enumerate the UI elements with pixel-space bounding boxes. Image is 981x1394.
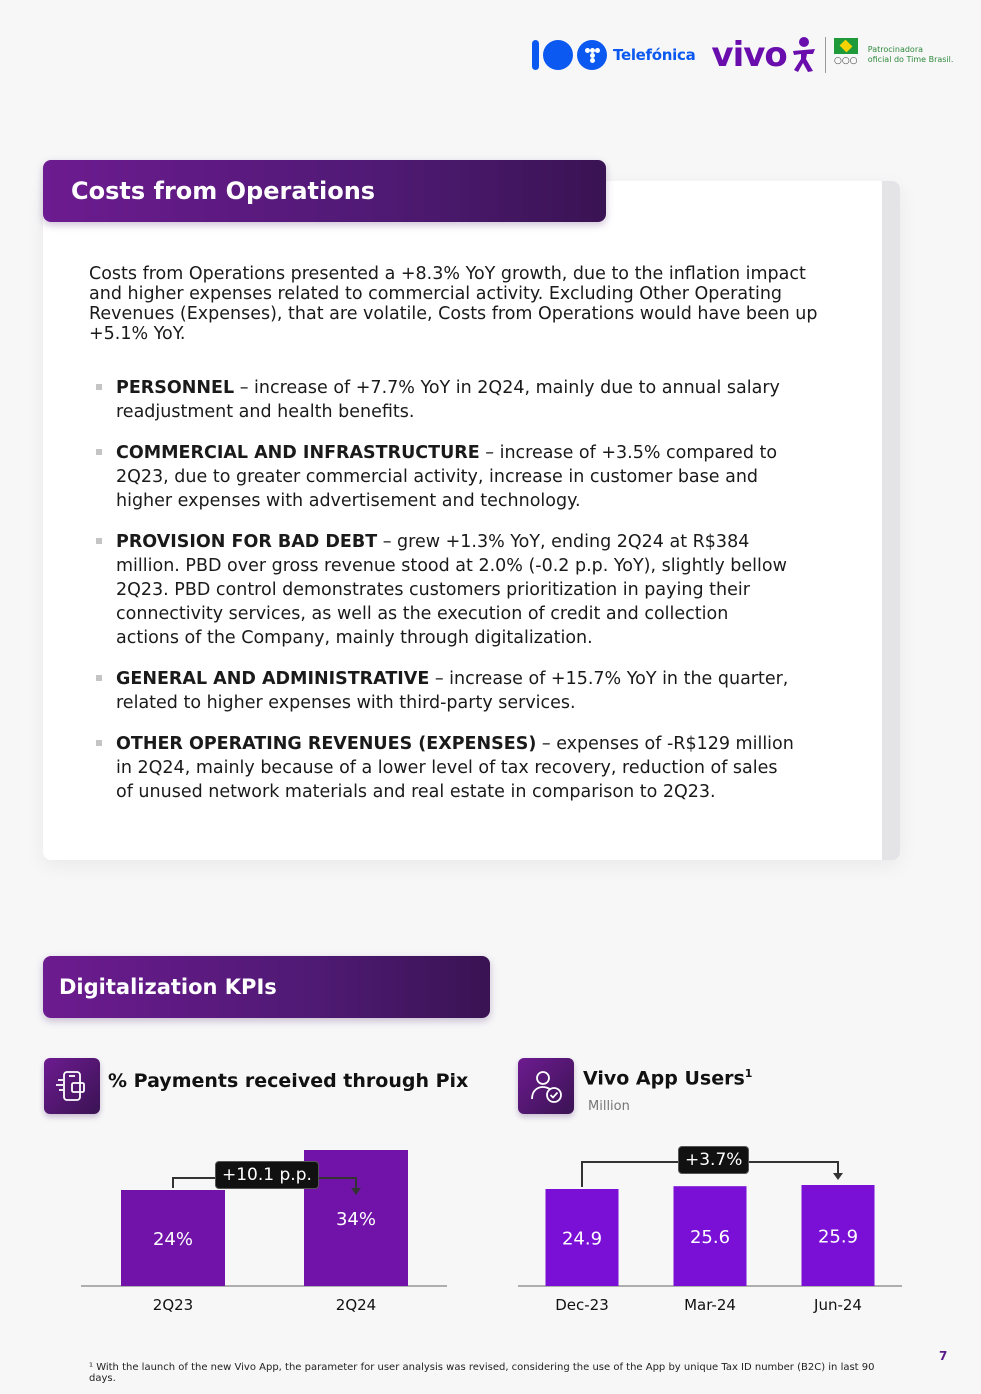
bullet-personnel: PERSONNEL – increase of +7.7% YoY in 2Q24, mainly due to annual salary readjustment and health benefits. bbox=[96, 376, 796, 424]
pix-tick-0: 2Q23 bbox=[152, 1296, 194, 1314]
pix-growth-annotation: +10.1 p.p. bbox=[215, 1161, 319, 1189]
app-growth-arrowhead bbox=[833, 1173, 843, 1180]
vivo-logo: vivo bbox=[711, 35, 787, 75]
app-tick-2: Jun-24 bbox=[814, 1296, 862, 1314]
telefonica-logo: Telefónica bbox=[613, 46, 696, 64]
pix-bar-label-0: 24% bbox=[152, 1229, 194, 1250]
sponsor-text: Patrocinadora oficial do Time Brasil. bbox=[867, 45, 954, 64]
app-bar-label-1: 25.6 bbox=[689, 1227, 731, 1249]
costs-intro: Costs from Operations presented a +8.3% YoY growth, due to the inflation impact and higher expenses related to commercial activity. Excluding Other Operating Revenues (Expenses), that are volatile, Costs from Operations would have been up +5.1% YoY. bbox=[89, 264, 818, 344]
bullet-general-administrative: GENERAL AND ADMINISTRATIVE – increase of +15.7% YoY in the quarter, related to higher expenses with third-party services. bbox=[96, 667, 796, 715]
page-number: 7 bbox=[939, 1349, 948, 1363]
pix-tick-1: 2Q24 bbox=[335, 1296, 377, 1314]
kpis-section-title: Digitalization KPIs bbox=[43, 956, 490, 1018]
app-growth-annotation: +3.7% bbox=[678, 1146, 749, 1174]
pix-chart-title: % Payments received through Pix bbox=[108, 1070, 469, 1092]
app-tick-0: Dec-23 bbox=[555, 1296, 609, 1314]
app-bar-label-0: 24.9 bbox=[561, 1228, 603, 1250]
bullet-provision-bad-debt: PROVISION FOR BAD DEBT – grew +1.3% YoY, ending 2Q24 at R$384 million. PBD over gross revenue stood at 2.0% (-0.2 p.p. YoY), slightly bellow 2Q23. PBD control demonstrates customers prioritization in paying their connectivity services, as well as the execution of credit and collection actions of the Company, mainly through digitalization. bbox=[96, 530, 796, 650]
app-chart-title: Vivo App Users$^1$ bbox=[583, 1067, 753, 1090]
app-tick-1: Mar-24 bbox=[684, 1296, 736, 1314]
pix-bar-label-1: 34% bbox=[335, 1209, 377, 1230]
brazil-team-logo: ○○○ bbox=[834, 38, 858, 72]
app-chart-subtitle: Million bbox=[588, 1099, 630, 1114]
bullet-commercial-infrastructure: COMMERCIAL AND INFRASTRUCTURE – increase of +3.5% compared to 2Q23, due to greater commercial activity, increase in customer base and higher expenses with advertisement and technology. bbox=[96, 441, 796, 513]
footnote: ¹ With the launch of the new Vivo App, the parameter for user analysis was revised, considering the use of the App by unique Tax ID number (B2C) in last 90 days. bbox=[89, 1362, 875, 1384]
app-bar-label-2: 25.9 bbox=[817, 1226, 859, 1248]
bullet-other-operating: OTHER OPERATING REVENUES (EXPENSES) – expenses of -R$129 million in 2Q24, mainly because of a lower level of tax recovery, reduction of sales of unused network materials and real estate in comparison to 2Q23. bbox=[96, 732, 796, 804]
costs-section-title: Costs from Operations bbox=[43, 160, 606, 222]
